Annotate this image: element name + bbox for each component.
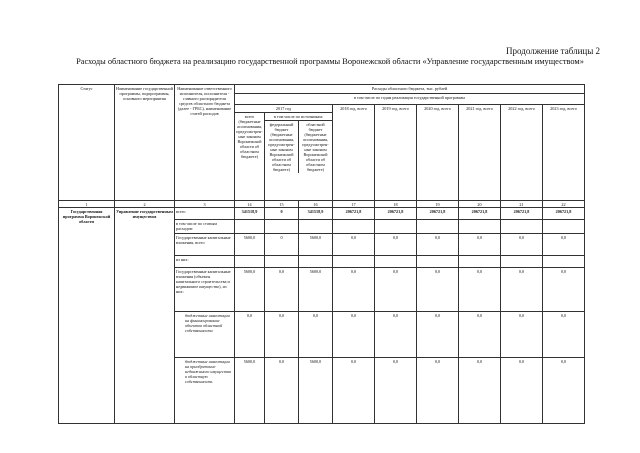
header-2018: 2018 год, всего bbox=[333, 105, 375, 201]
value-cell: 0,0 bbox=[375, 234, 417, 256]
value-cell: 5600,0 bbox=[299, 358, 333, 424]
value-cell bbox=[235, 256, 265, 268]
value-cell: 0,0 bbox=[265, 358, 299, 424]
value-cell: 0,0 bbox=[501, 268, 543, 312]
value-cell: 0,0 bbox=[299, 312, 333, 358]
col-num: 21 bbox=[501, 201, 543, 208]
value-cell bbox=[459, 256, 501, 268]
header-expenses: Расходы областного бюджета, тыс. рублей bbox=[235, 85, 585, 94]
header-2021: 2021 год, всего bbox=[459, 105, 501, 201]
value-cell bbox=[501, 220, 543, 234]
value-cell: 0,0 bbox=[459, 268, 501, 312]
value-cell bbox=[459, 220, 501, 234]
value-cell: 5600,0 bbox=[235, 358, 265, 424]
value-cell: 0,0 bbox=[543, 234, 585, 256]
value-cell: 0,0 bbox=[333, 358, 375, 424]
program-cell: Управление государственным имуществом bbox=[115, 208, 175, 424]
table-title: Расходы областного бюджета на реализацию государственной программы Воронежской области «Управление государственным имуществом» bbox=[76, 57, 584, 66]
header-status: Статус bbox=[59, 85, 115, 201]
col-num: 3 bbox=[175, 201, 235, 208]
value-cell bbox=[543, 256, 585, 268]
col-num: 19 bbox=[417, 201, 459, 208]
value-cell: 206721,8 bbox=[417, 208, 459, 220]
header-2019: 2019 год, всего bbox=[375, 105, 417, 201]
value-cell bbox=[235, 220, 265, 234]
header-program-name: Наименование государственной программы, подпрограммы, основного мероприятия bbox=[115, 85, 175, 201]
value-cell bbox=[543, 220, 585, 234]
header-regional: областной бюджет (бюджетные ассигнования, предусмотрен-ные законом Воронежской области об областном бюджете) bbox=[302, 122, 329, 172]
table-row bbox=[59, 208, 585, 220]
value-cell bbox=[299, 256, 333, 268]
value-cell: 341518,9 bbox=[299, 208, 333, 220]
continuation-label: Продолжение таблицы 2 bbox=[506, 46, 600, 56]
value-cell: 0,0 bbox=[417, 268, 459, 312]
value-cell: 0,0 bbox=[333, 312, 375, 358]
header-total-2017: всего (бюджетные ассигнования, предусмотрен-ные законом Воронежской области об областном бюджете) bbox=[235, 113, 265, 201]
header-2017: 2017 год bbox=[235, 105, 333, 113]
col-num: 2 bbox=[115, 201, 175, 208]
row-label: бюджетные инвестиции на финансирование объектов областной собственности bbox=[175, 312, 235, 358]
value-cell: 5600,0 bbox=[235, 234, 265, 256]
col-num: 22 bbox=[543, 201, 585, 208]
header-2022: 2022 год, всего bbox=[501, 105, 543, 201]
value-cell: 0,0 bbox=[333, 234, 375, 256]
value-cell: 0,0 bbox=[459, 358, 501, 424]
row-label: из них: bbox=[175, 256, 235, 268]
col-num: 16 bbox=[299, 201, 333, 208]
value-cell: 0,0 bbox=[459, 234, 501, 256]
value-cell: 0,0 bbox=[265, 268, 299, 312]
value-cell: 206721,8 bbox=[543, 208, 585, 220]
value-cell: 0,0 bbox=[501, 358, 543, 424]
value-cell: 5600,0 bbox=[299, 268, 333, 312]
col-num: 14 bbox=[235, 201, 265, 208]
header-of-sources: в том числе по источникам: bbox=[265, 113, 332, 121]
value-cell: 0,0 bbox=[543, 312, 585, 358]
value-cell: 0,0 bbox=[333, 268, 375, 312]
value-cell: 0,0 bbox=[235, 312, 265, 358]
value-cell bbox=[299, 220, 333, 234]
value-cell: 5600,0 bbox=[235, 268, 265, 312]
expenses-table bbox=[58, 84, 585, 424]
value-cell bbox=[375, 256, 417, 268]
value-cell bbox=[265, 220, 299, 234]
value-cell bbox=[417, 220, 459, 234]
value-cell: 0,0 bbox=[375, 312, 417, 358]
value-cell: 206721,8 bbox=[459, 208, 501, 220]
value-cell: 0 bbox=[265, 234, 299, 256]
row-label: бюджетные инвестиции на приобретение недвижимого имущества в областную собственность bbox=[175, 358, 235, 424]
value-cell: 0,0 bbox=[543, 268, 585, 312]
value-cell: 0,0 bbox=[501, 312, 543, 358]
row-label: в том числе по статьям расходов: bbox=[175, 220, 235, 234]
value-cell: 0 bbox=[265, 208, 299, 220]
value-cell: 0,0 bbox=[375, 268, 417, 312]
col-num: 18 bbox=[375, 201, 417, 208]
value-cell: 0,0 bbox=[459, 312, 501, 358]
col-num: 20 bbox=[459, 201, 501, 208]
value-cell: 206721,8 bbox=[375, 208, 417, 220]
header-2023: 2023 год, всего bbox=[543, 105, 585, 201]
row-label: Государственные капитальные вложения, всего bbox=[175, 234, 235, 256]
row-label: всего bbox=[175, 208, 235, 220]
value-cell: 0,0 bbox=[265, 312, 299, 358]
col-num: 1 bbox=[59, 201, 115, 208]
value-cell bbox=[417, 256, 459, 268]
value-cell: 5600,0 bbox=[299, 234, 333, 256]
row-label: Государственные капитальные вложения (объекты капитального строительства и недвижимое имущество), из них: bbox=[175, 268, 235, 312]
value-cell: 0,0 bbox=[543, 358, 585, 424]
value-cell bbox=[333, 220, 375, 234]
status-cell: Государственная программа Воронежской области bbox=[59, 208, 115, 424]
value-cell bbox=[265, 256, 299, 268]
col-num: 15 bbox=[265, 201, 299, 208]
value-cell: 0,0 bbox=[501, 234, 543, 256]
value-cell bbox=[501, 256, 543, 268]
header-federal: федеральный бюджет (бюджетные ассигнования, предусмотрен-ные законом Воронежской области об областном бюджете) bbox=[265, 121, 299, 173]
header-by-years: в том числе по годам реализации государственной программы bbox=[235, 94, 585, 105]
value-cell bbox=[375, 220, 417, 234]
value-cell: 0,0 bbox=[375, 358, 417, 424]
header-executor: Наименование ответственного исполнителя, исполнителя - главного распорядителя средств областного бюджета (далее - ГРБС), наименование статей расходов bbox=[175, 85, 235, 201]
value-cell bbox=[333, 256, 375, 268]
value-cell: 206721,8 bbox=[501, 208, 543, 220]
value-cell: 206721,8 bbox=[333, 208, 375, 220]
value-cell: 341518,9 bbox=[235, 208, 265, 220]
col-num: 17 bbox=[333, 201, 375, 208]
value-cell: 0,0 bbox=[417, 234, 459, 256]
value-cell: 0,0 bbox=[417, 312, 459, 358]
column-number-row bbox=[59, 201, 585, 208]
value-cell: 0,0 bbox=[417, 358, 459, 424]
header-2020: 2020 год, всего bbox=[417, 105, 459, 201]
